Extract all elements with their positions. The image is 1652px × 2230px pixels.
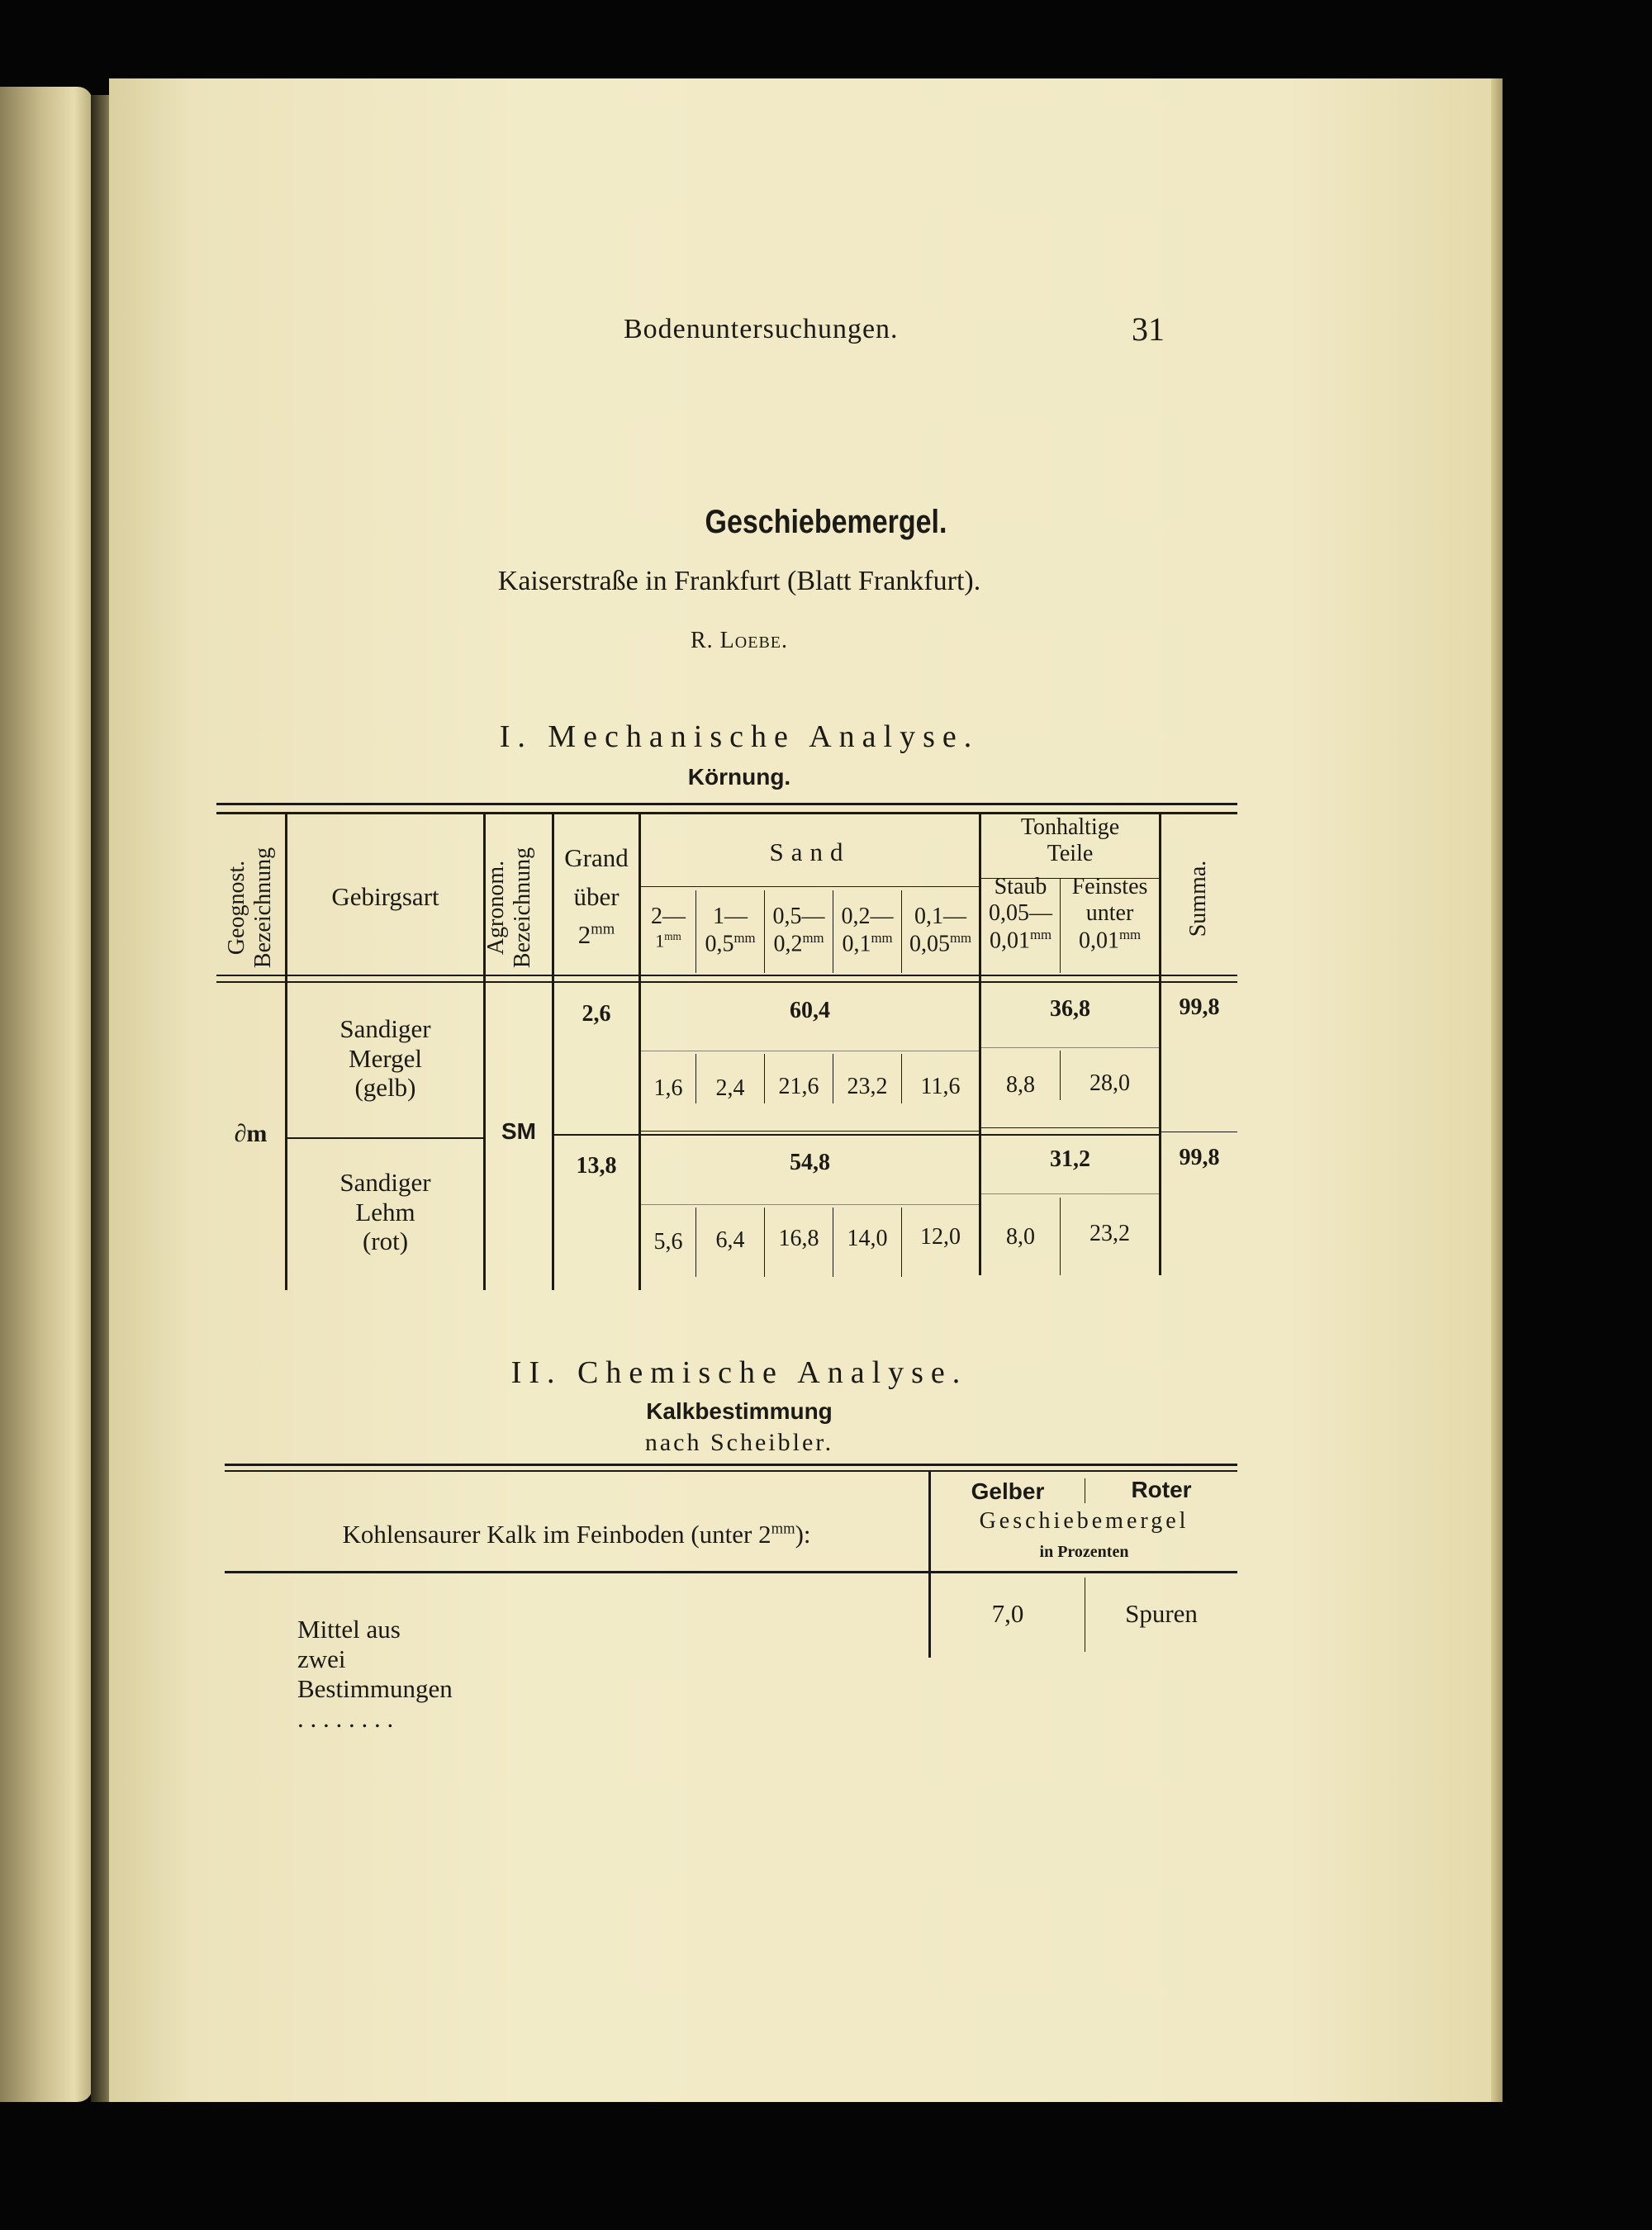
- col-geschiebemergel: Geschiebemergel: [979, 1508, 1189, 1534]
- row-2-staub: 8,0: [1006, 1224, 1035, 1250]
- row-label-kohlensaurer: Kohlensaurer Kalk im Feinboden (unter $2^{mm}$):: [342, 1520, 811, 1549]
- section-2-method: nach Scheibler.: [644, 1429, 834, 1456]
- section-1-heading: I. Mechanische Analyse.: [499, 719, 980, 754]
- agronom-value: SM: [501, 1118, 536, 1144]
- header-sand-02-01: 0,2— $0,1^{mm}$: [841, 904, 894, 957]
- row-1-summa: 99,8: [1179, 994, 1220, 1020]
- row-1-sand-05-02: 21,6: [778, 1074, 819, 1099]
- section-1-subheading: Körnung.: [687, 764, 791, 790]
- page-number: 31: [1132, 311, 1165, 348]
- section-2-heading: II. Chemische Analyse.: [510, 1355, 968, 1390]
- row-2-sand-02-01: 14,0: [847, 1226, 888, 1251]
- row-1-sand-2-1: 1,6: [653, 1075, 683, 1101]
- page-title: Geschiebemergel.: [705, 504, 947, 540]
- row-1-sand-02-01: 23,2: [847, 1074, 888, 1099]
- col-in-prozenten: in Prozenten: [1039, 1543, 1129, 1561]
- running-head: Bodenuntersuchungen.: [624, 314, 899, 344]
- row-2-summa: 99,8: [1179, 1145, 1220, 1170]
- subtitle: Kaiserstraße in Frankfurt (Blatt Frankfurt).: [497, 566, 981, 596]
- header-agronom: Agronom. Bezeichnung: [483, 847, 536, 969]
- table-row-1-gebirgsart: Sandiger Mergel (gelb): [339, 1014, 431, 1103]
- row-2-grand: 13,8: [576, 1153, 617, 1179]
- author: R. Loebe.: [691, 628, 788, 653]
- row-1-ton-total: 36,8: [1050, 996, 1090, 1022]
- header-geognost: Geognost. Bezeichnung: [224, 847, 277, 969]
- section-2-subheading: Kalkbestimmung: [646, 1398, 833, 1424]
- row-1-sand-total: 60,4: [790, 998, 830, 1023]
- header-sand-01-005: 0,1— $0,05^{mm}$: [909, 904, 972, 957]
- header-summa: Summa.: [1185, 860, 1211, 937]
- col-roter: Roter: [1131, 1477, 1192, 1502]
- row-2-sand-01-005: 12,0: [920, 1224, 961, 1250]
- header-grand: Grand über $2^{mm}$: [564, 843, 629, 949]
- header-staub: Staub 0,05— $0,01^{mm}$: [989, 874, 1052, 954]
- header-feinstes: Feinstes unter $0,01^{mm}$: [1071, 874, 1148, 954]
- header-gebirgsart: Gebirgsart: [331, 882, 439, 911]
- row-label-mittel: Mittel aus zwei Bestimmungen . . . . . . . .: [297, 1615, 453, 1733]
- header-sand-2-1: 2— $1^{mm}$: [651, 904, 686, 951]
- page-edge: [1491, 78, 1502, 2102]
- row-1-staub: 8,8: [1006, 1072, 1035, 1098]
- row-2-feinstes: 23,2: [1089, 1221, 1130, 1246]
- row-1-sand-01-005: 11,6: [920, 1074, 961, 1099]
- row-2-sand-2-1: 5,6: [653, 1229, 683, 1255]
- roter-value: Spuren: [1125, 1599, 1198, 1628]
- row-1-sand-1-05: 2,4: [715, 1075, 745, 1101]
- row-2-sand-1-05: 6,4: [715, 1227, 745, 1253]
- header-sand-1-05: 1— $0,5^{mm}$: [705, 904, 756, 957]
- row-2-sand-total: 54,8: [790, 1150, 830, 1175]
- header-sand-05-02: 0,5— $0,2^{mm}$: [772, 904, 825, 957]
- left-page-edge: [0, 87, 93, 2102]
- col-gelber: Gelber: [971, 1478, 1045, 1504]
- row-2-sand-05-02: 16,8: [778, 1226, 819, 1251]
- geognost-value: ∂m: [234, 1120, 268, 1147]
- table-row-2-gebirgsart: Sandiger Lehm (rot): [339, 1168, 431, 1256]
- row-1-feinstes: 28,0: [1089, 1070, 1130, 1096]
- row-2-ton-total: 31,2: [1050, 1146, 1090, 1172]
- header-sand: Sand: [769, 837, 851, 866]
- gelber-value: 7,0: [991, 1599, 1024, 1628]
- row-1-grand: 2,6: [582, 1001, 611, 1027]
- header-tonhaltige: Tonhaltige Teile: [1020, 814, 1120, 867]
